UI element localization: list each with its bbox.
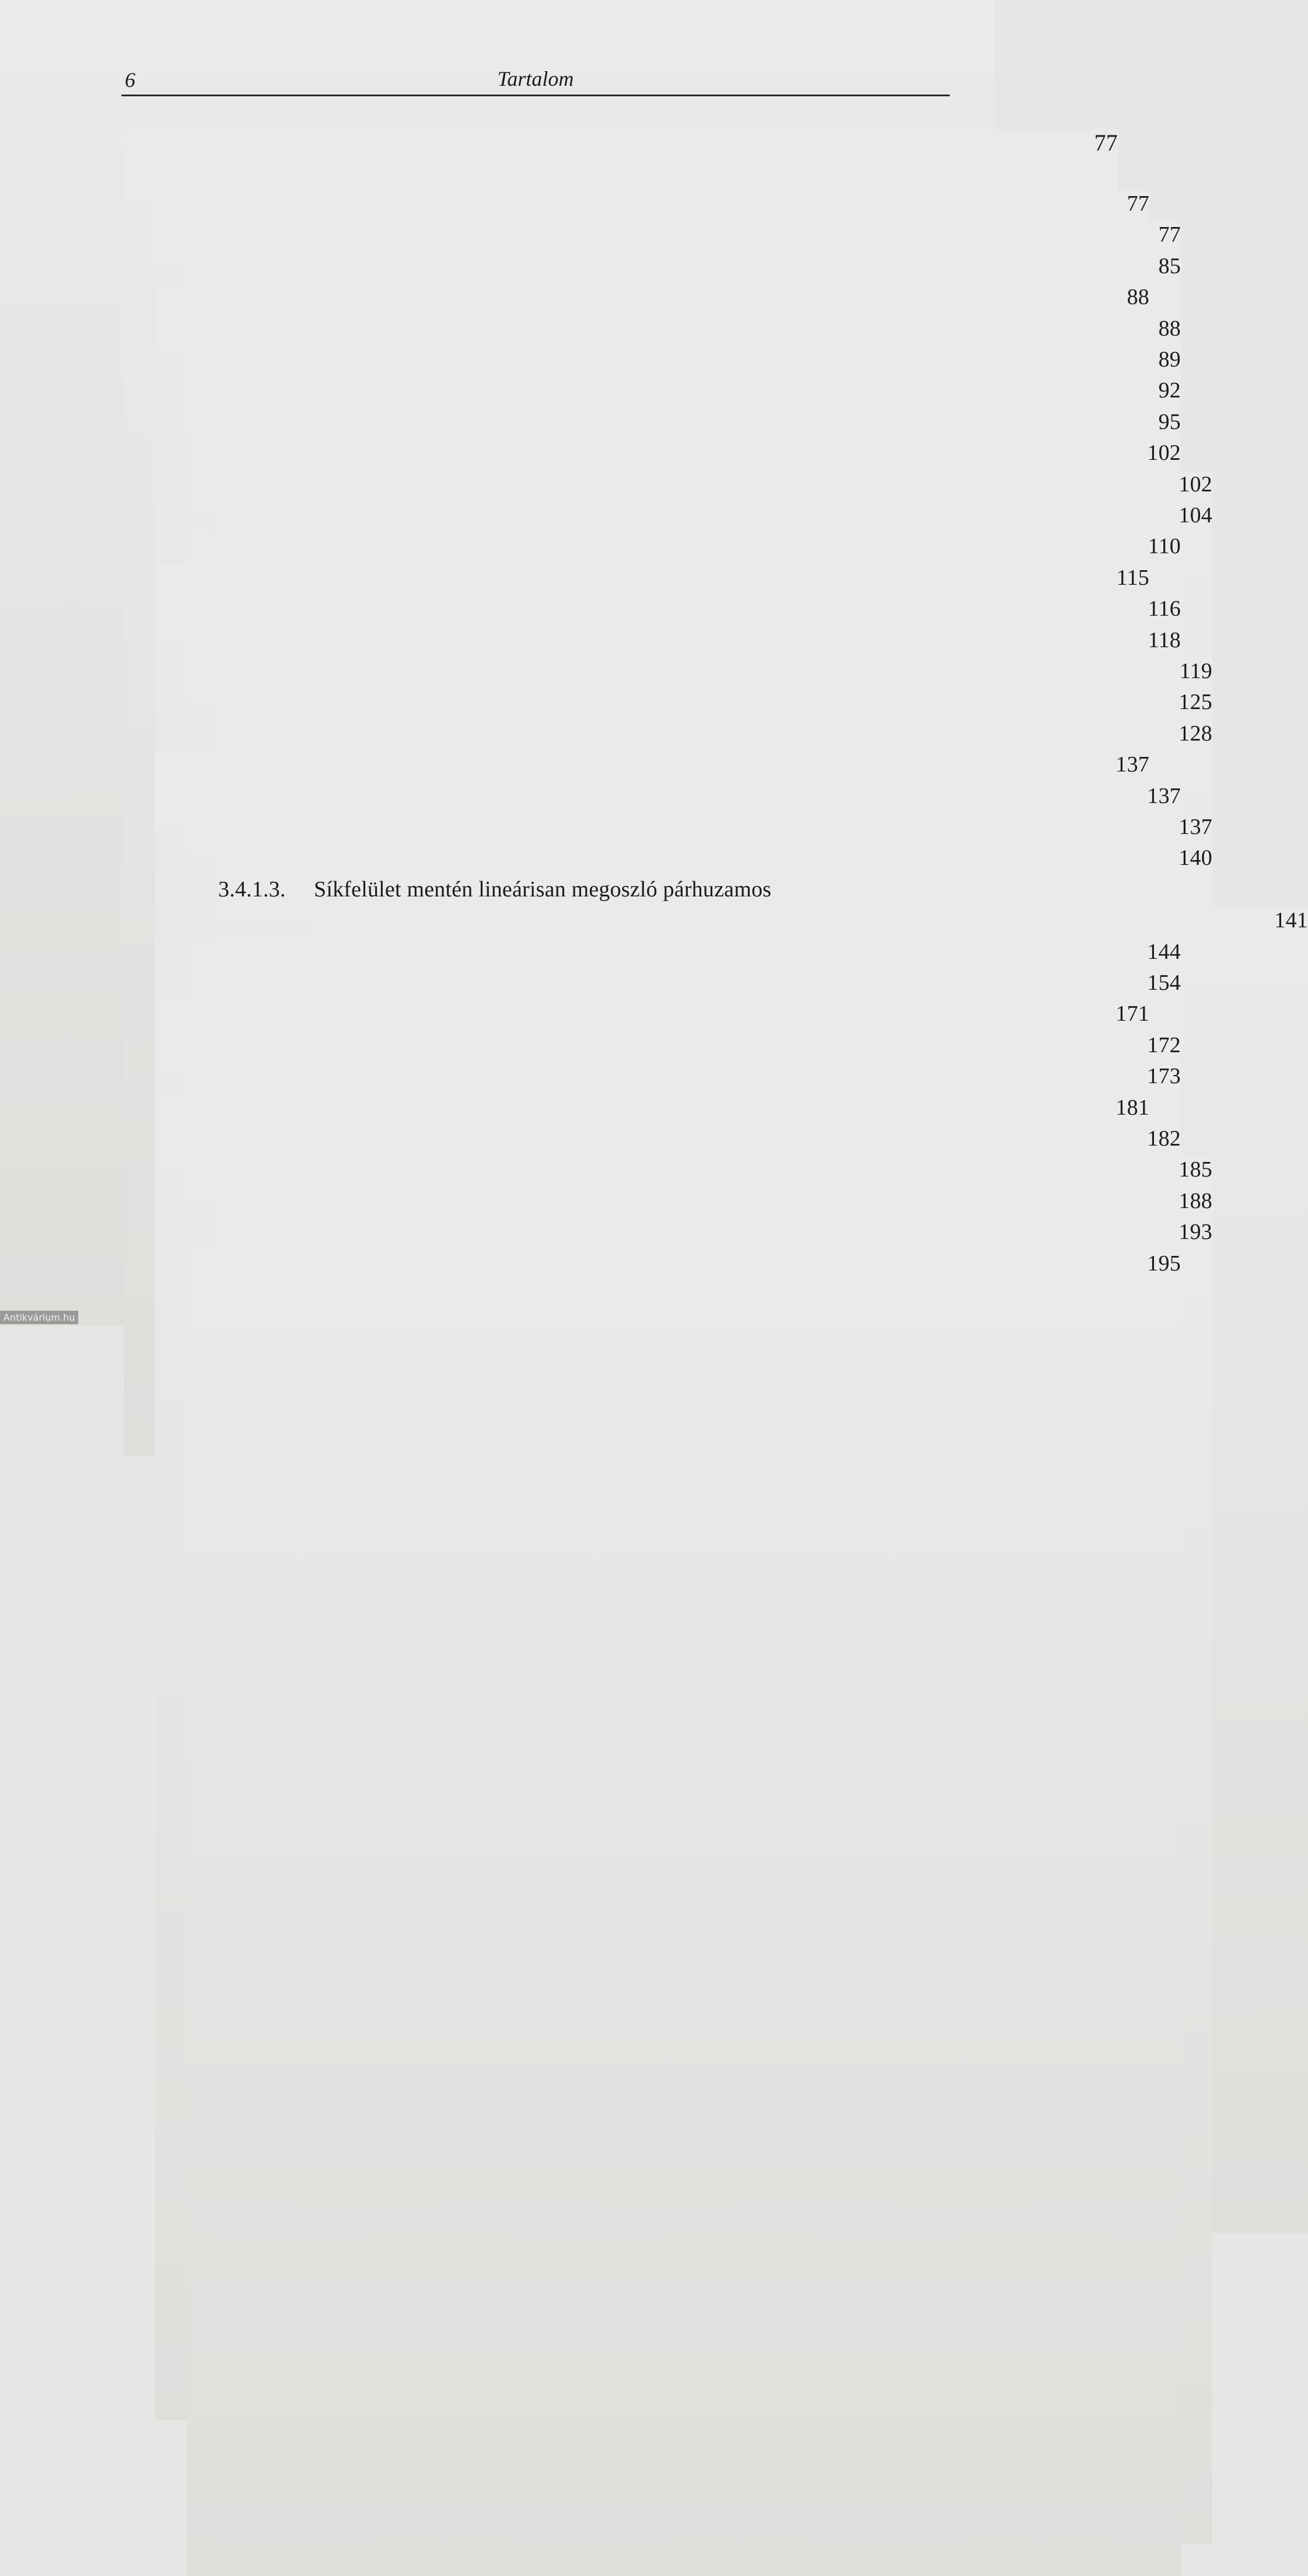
- toc-entry: [155, 564, 1149, 591]
- toc-page: 119: [218, 658, 1212, 1984]
- watermark: Antikvárium.hu: [0, 1311, 78, 1324]
- toc-entry: [218, 502, 1212, 529]
- toc-page: 110: [187, 533, 1181, 1859]
- toc-page: 95: [187, 409, 1181, 1734]
- toc-entry: [187, 969, 1181, 996]
- toc-page: 115: [155, 564, 1149, 1890]
- toc-page: 137: [218, 814, 1212, 2139]
- toc-page: 193: [218, 1219, 1212, 2544]
- toc-entry: [155, 751, 1149, 778]
- toc-page: 140: [218, 844, 1212, 2170]
- toc-page: 77: [187, 221, 1181, 1547]
- toc-page: 154: [187, 969, 1181, 2295]
- toc-entry: [187, 1125, 1181, 1152]
- toc-page: 141: [314, 907, 1308, 2233]
- toc-page: 104: [218, 502, 1212, 1828]
- toc-page: 173: [187, 1063, 1181, 2389]
- toc-entry: [187, 783, 1181, 809]
- toc-entry: [187, 1032, 1181, 1059]
- toc-page: 88: [187, 315, 1181, 1641]
- toc-page: 89: [187, 346, 1181, 1672]
- page-header: [121, 65, 950, 96]
- toc-page: 102: [218, 471, 1212, 1797]
- toc-entry: [218, 720, 1212, 747]
- toc-chapter-entry: [124, 130, 1118, 156]
- toc-entry: [187, 346, 1181, 373]
- toc-entry: [218, 844, 1212, 871]
- running-title: Tartalom: [497, 67, 574, 90]
- toc-number: 3.4.1.3.: [218, 877, 286, 902]
- toc-page: 77: [124, 130, 1118, 1455]
- toc-entry: [218, 814, 1212, 840]
- toc-page: 188: [218, 1188, 1212, 2514]
- toc-entry-continuation: [314, 907, 1308, 934]
- toc-entry: [155, 190, 1149, 217]
- toc-page: 195: [187, 1250, 1181, 2576]
- toc-entry: [187, 377, 1181, 404]
- toc-entry: [187, 1250, 1181, 1277]
- toc-page: 185: [218, 1156, 1212, 2482]
- toc-entry: [155, 1000, 1149, 1027]
- toc-entry: [155, 1094, 1149, 1121]
- toc-entry: [187, 595, 1181, 622]
- toc-page: 144: [187, 938, 1181, 2264]
- toc-entry: [187, 221, 1181, 248]
- toc-page: 102: [187, 439, 1181, 1765]
- toc-page: 128: [218, 720, 1212, 2046]
- toc-entry: [218, 658, 1212, 685]
- toc-page: 171: [155, 1000, 1149, 2326]
- toc-page: 137: [155, 751, 1149, 2077]
- toc-entry: [155, 284, 1149, 310]
- toc-page: 181: [155, 1094, 1149, 2420]
- toc-entry: [187, 409, 1181, 435]
- toc-entry: [187, 253, 1181, 280]
- toc-page: 92: [187, 377, 1181, 1703]
- toc-entry: [187, 315, 1181, 342]
- toc-entry: [218, 876, 951, 903]
- page-number: 6: [125, 68, 135, 92]
- toc-title: Síkfelület mentén lineárisan megoszló párhuzamos: [314, 877, 772, 902]
- toc-page: 116: [187, 595, 1181, 1921]
- toc-entry: [187, 938, 1181, 965]
- toc-page: 125: [218, 689, 1212, 2015]
- toc-page: 85: [187, 253, 1181, 1579]
- toc-page: 182: [187, 1125, 1181, 2451]
- toc-entry: [218, 1188, 1212, 1214]
- toc-entry: [218, 689, 1212, 715]
- toc-entry: [218, 1156, 1212, 1183]
- toc-page: 77: [155, 190, 1149, 1516]
- toc-entry: [218, 1219, 1212, 1245]
- toc-entry: [218, 471, 1212, 498]
- toc-page: 172: [187, 1032, 1181, 2358]
- toc-entry: [187, 1063, 1181, 1090]
- toc-page: 137: [187, 783, 1181, 2109]
- toc-page: 88: [155, 284, 1149, 1610]
- toc-entry: [187, 627, 1181, 654]
- toc-page: 118: [187, 627, 1181, 1953]
- toc-entry: [187, 533, 1181, 560]
- toc-entry: [187, 439, 1181, 466]
